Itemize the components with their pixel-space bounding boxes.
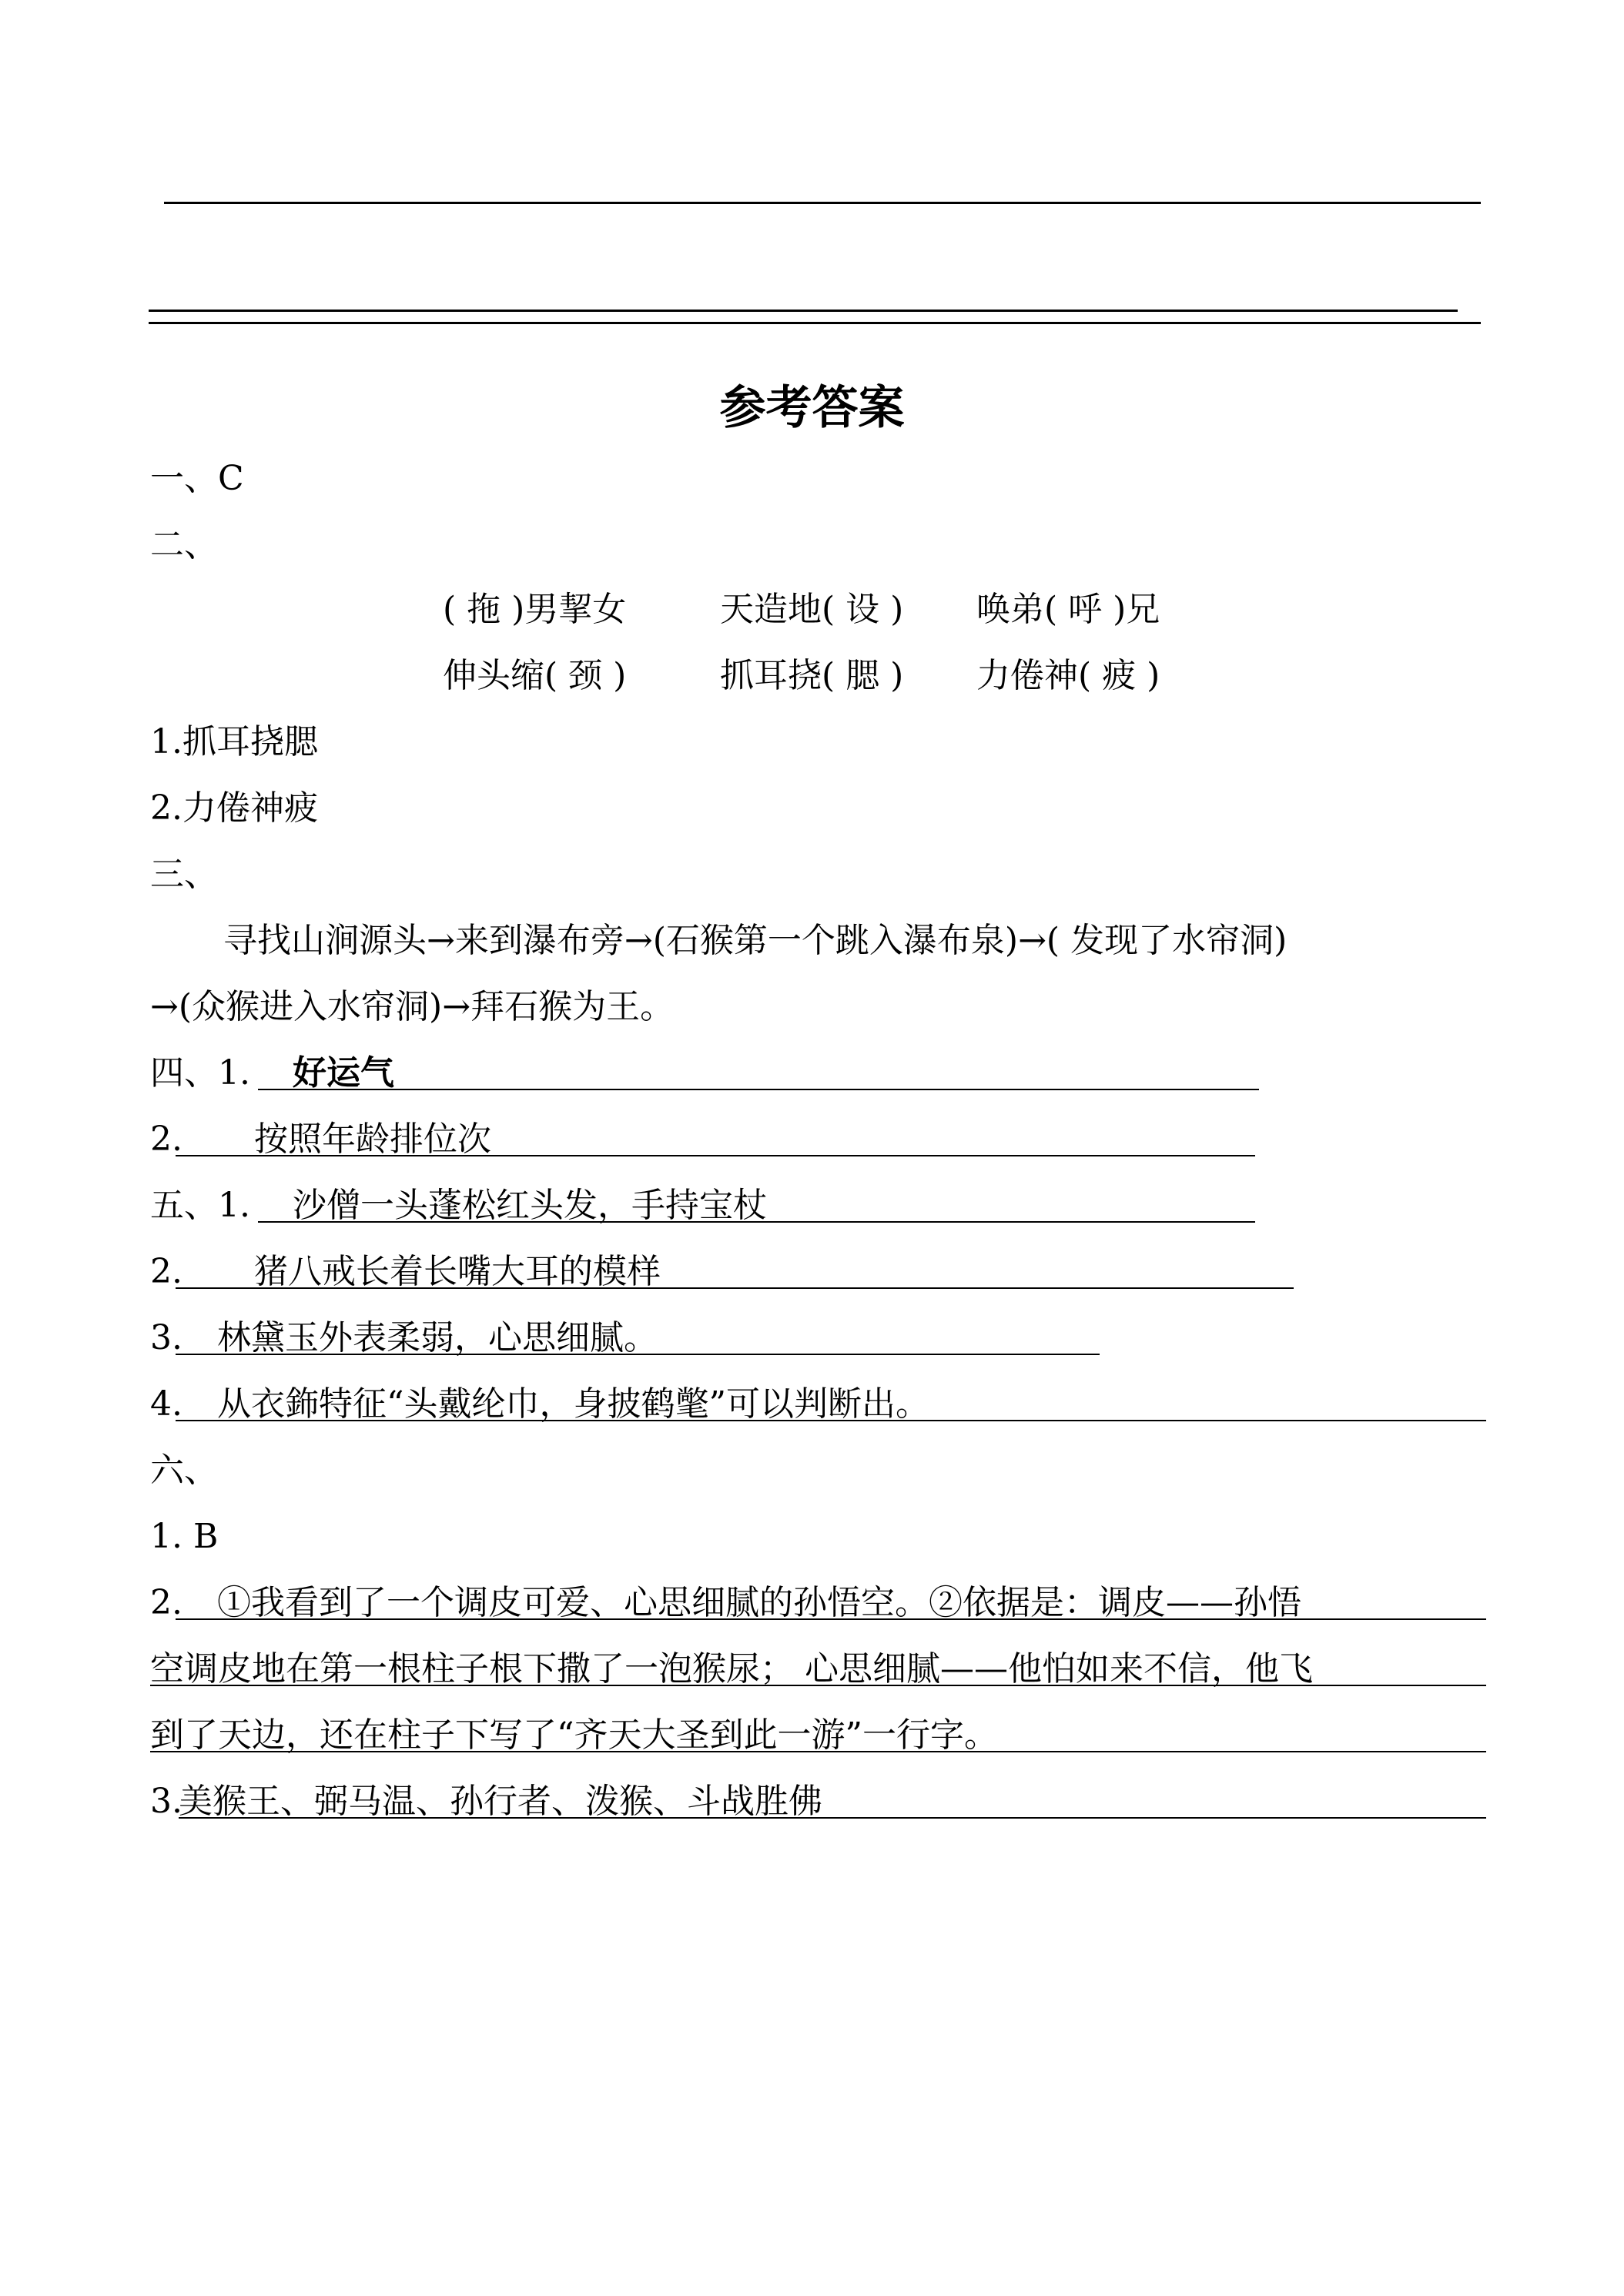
idiom-1-2: 天造地( 设 ) [720,590,904,629]
answer-underline [176,1420,1486,1421]
section-6-1: 1. B [150,1517,219,1556]
idiom-1-1: ( 拖 )男挈女 [443,590,627,629]
section-5-1-answer: 沙僧一头蓬松红头发，手持宝杖 [293,1186,767,1225]
answer-underline [176,1155,1255,1156]
section-6-2-prefix: 2. [150,1583,182,1622]
writing-line-1 [164,202,1481,204]
section-5-2-prefix: 2. [150,1252,182,1291]
section-6-heading: 六、 [150,1451,218,1490]
section-6-2-line-1: ①我看到了一个调皮可爱、心思细腻的孙悟空。②依据是：调皮——孙悟 [217,1583,1301,1622]
section-4-2-answer: 按照年龄排位次 [254,1120,491,1159]
answer-underline [176,1354,1100,1355]
section-4-2-prefix: 2. [150,1120,182,1159]
answer-underline [258,1221,1255,1223]
answer-underline [150,1685,1486,1686]
section-5-1-prefix: 五、1. [150,1186,250,1225]
section-4-1-answer: 好运气 [293,1053,394,1093]
idiom-1-3: 唤弟( 呼 )兄 [976,590,1160,629]
answer-underline [176,1287,1294,1289]
section-6-3-answer: 美猴王、弼马温、孙行者、泼猴、斗战胜佛 [179,1782,822,1821]
section-3-line-2: →(众猴进入水帘洞)→拜石猴为王。 [150,987,675,1026]
answer-underline [258,1089,1259,1090]
section-6-3-prefix: 3. [150,1782,182,1821]
answer-underline [176,1618,1486,1620]
section-6-2-line-2: 空调皮地在第一根柱子根下撒了一泡猴尿； 心思细腻——他怕如来不信，他飞 [150,1649,1313,1689]
idiom-2-2: 抓耳挠( 腮 ) [720,656,904,695]
section-5-4-answer: 从衣鉓特征“头戴纶巾，身披鹤氅”可以判断出。 [217,1384,929,1424]
section-5-2-answer: 猪八戒长着长嘴大耳的模样 [254,1252,661,1291]
section-5-3-answer: 林黛玉外表柔弱，心思细腻。 [217,1318,658,1357]
idiom-2-3: 力倦神( 疲 ) [976,656,1160,695]
section-4-1-prefix: 四、1. [150,1053,250,1093]
section-1: 一、C [150,459,244,498]
writing-line-3 [149,322,1481,324]
section-6-2-line-3: 到了天边，还在柱子下写了“齐天大圣到此一游”一行字。 [150,1715,998,1755]
section-3-heading: 三、 [150,855,218,894]
section-5-4-prefix: 4. [150,1384,182,1424]
idiom-2-1: 伸头缩( 颈 ) [443,656,627,695]
answer-2-2: 2.力倦神疲 [150,788,318,828]
page-title: 参考答案 [719,381,905,435]
answer-underline [150,1751,1486,1752]
section-2-heading: 二、 [150,525,218,564]
section-5-3-prefix: 3. [150,1318,182,1357]
section-3-line-1: 寻找山涧源头→来到瀑布旁→(石猴第一个跳入瀑布泉)→( 发现了水帘洞) [223,921,1287,960]
writing-line-2 [149,310,1458,312]
answer-underline [179,1817,1486,1819]
answer-2-1: 1.抓耳挠腮 [150,722,318,761]
